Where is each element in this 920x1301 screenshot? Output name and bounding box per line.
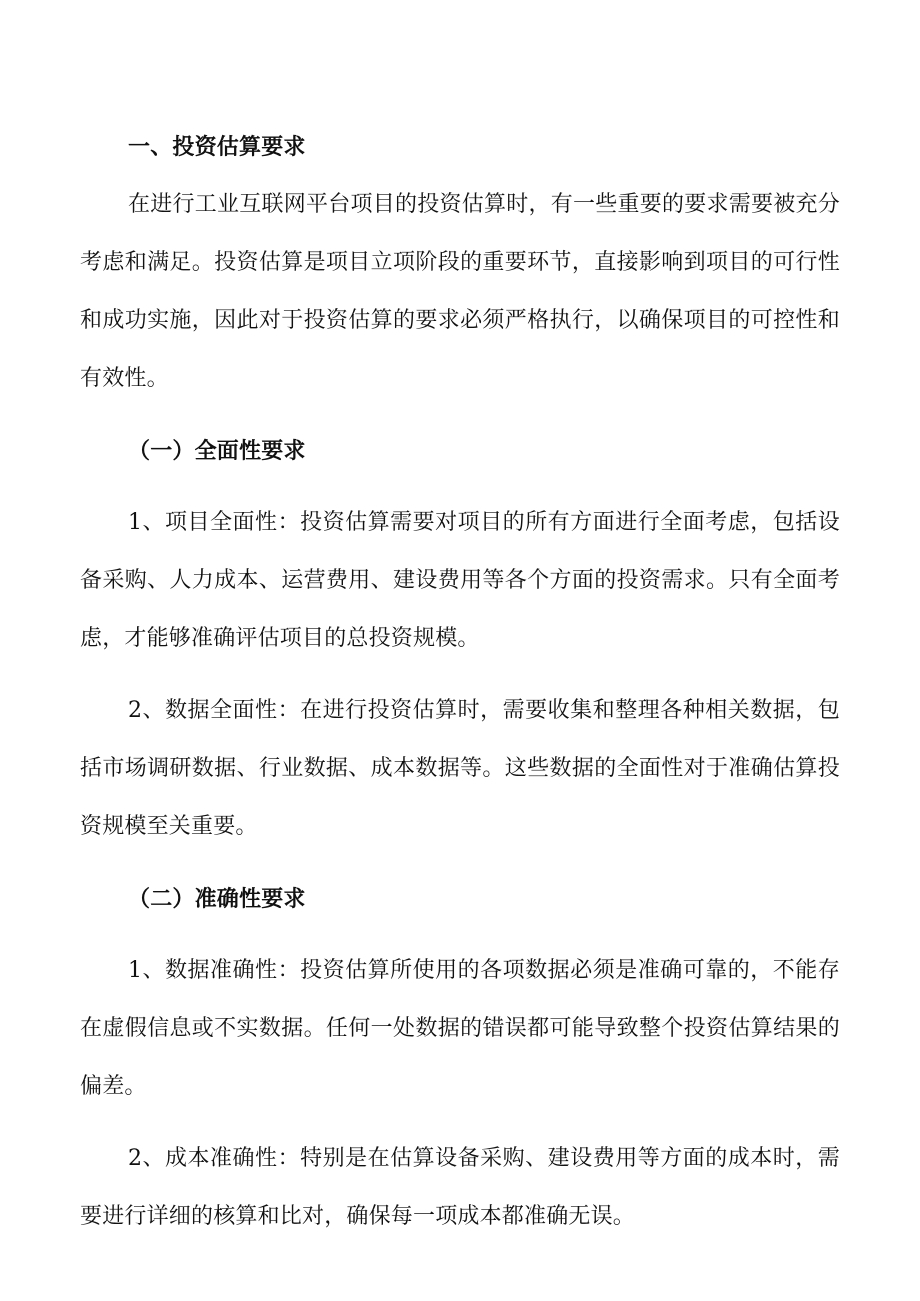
paragraph-project-completeness: 1、项目全面性：投资估算需要对项目的所有方面进行全面考虑，包括设备采购、人力成本、运营费用、建设费用等各个方面的投资需求。只有全面考虑，才能够准确评估项目的总投资规模。 (80, 510, 840, 651)
document-content (80, 118, 840, 1246)
paragraph-data-accuracy: 1、数据准确性：投资估算所使用的各项数据必须是准确可靠的，不能存在虚假信息或不实数据。任何一处数据的错误都可能导致整个投资估算结果的偏差。 (80, 958, 840, 1099)
subsection-title-accuracy: （二）准确性要求 (128, 886, 306, 912)
section-title: 一、投资估算要求 (128, 134, 306, 160)
intro-paragraph: 在进行工业互联网平台项目的投资估算时，有一些重要的要求需要被充分考虑和满足。投资估算是项目立项阶段的重要环节，直接影响到项目的可行性和成功实施，因此对于投资估算的要求必须严格执行，以确保项目的可控性和有效性。 (80, 192, 840, 391)
paragraph-data-completeness: 2、数据全面性：在进行投资估算时，需要收集和整理各种相关数据，包括市场调研数据、行业数据、成本数据等。这些数据的全面性对于准确估算投资规模至关重要。 (80, 698, 840, 839)
paragraph-cost-accuracy: 2、成本准确性：特别是在估算设备采购、建设费用等方面的成本时，需要进行详细的核算和比对，确保每一项成本都准确无误。 (80, 1146, 840, 1229)
subsection-title-completeness: （一）全面性要求 (128, 438, 306, 464)
